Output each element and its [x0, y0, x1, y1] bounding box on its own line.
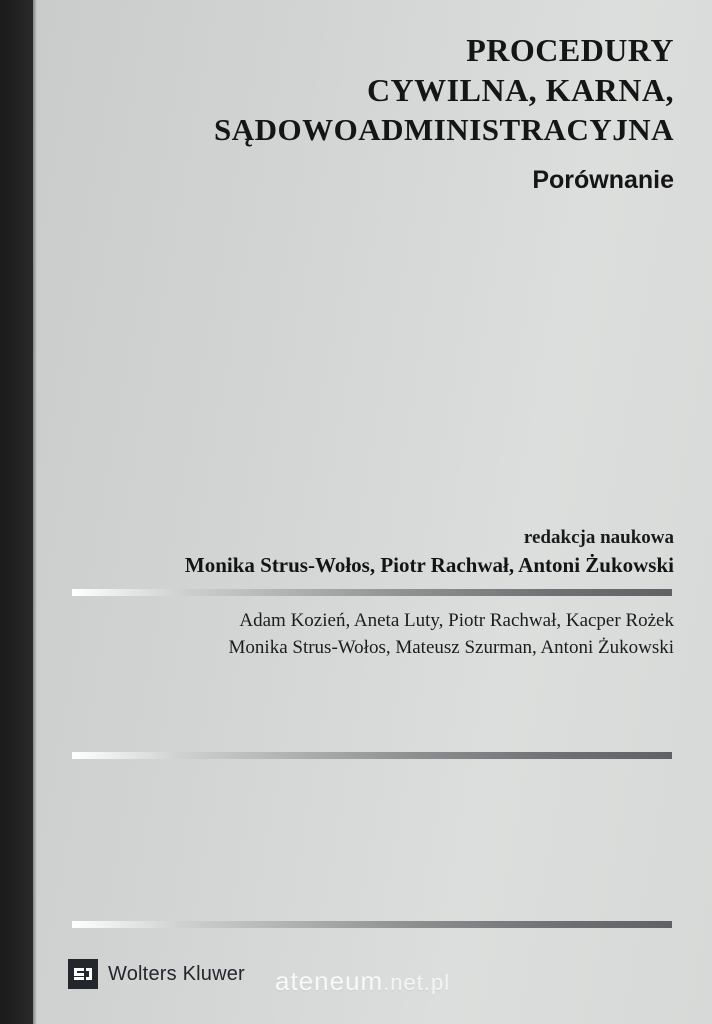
watermark-suffix: .net.pl [383, 970, 451, 995]
divider-rule-middle [72, 752, 672, 759]
title-line-1: PROCEDURY [466, 32, 674, 68]
title-line-3: SĄDOWOADMINISTRACYJNA [213, 112, 674, 147]
publisher-logo [68, 959, 245, 989]
authors-line-2: Monika Strus-Wołos, Mateusz Szurman, Antoni Żukowski [228, 637, 674, 658]
subtitle: Porównanie [532, 166, 674, 194]
editors-label: redakcja naukowa [523, 527, 674, 548]
watermark-text: ateneum [275, 966, 384, 996]
editors-names: Monika Strus-Wołos, Piotr Rachwał, Antoni Żukowski [184, 553, 674, 577]
spine-shadow [33, 0, 37, 1024]
title-line-2: CYWILNA, KARNA, [366, 72, 674, 108]
editors-block [54, 525, 674, 580]
watermark [275, 966, 450, 997]
publisher-name: Wolters Kluwer [108, 962, 245, 985]
divider-rule-bottom [72, 921, 672, 928]
divider-rule-top [72, 589, 672, 596]
authors-line-1: Adam Kozień, Aneta Luty, Piotr Rachwał, Kacper Rożek [239, 610, 674, 631]
wolters-kluwer-mark-icon [68, 959, 98, 989]
authors-block [34, 607, 674, 661]
title-block [64, 30, 674, 195]
book-spine [0, 0, 33, 1024]
